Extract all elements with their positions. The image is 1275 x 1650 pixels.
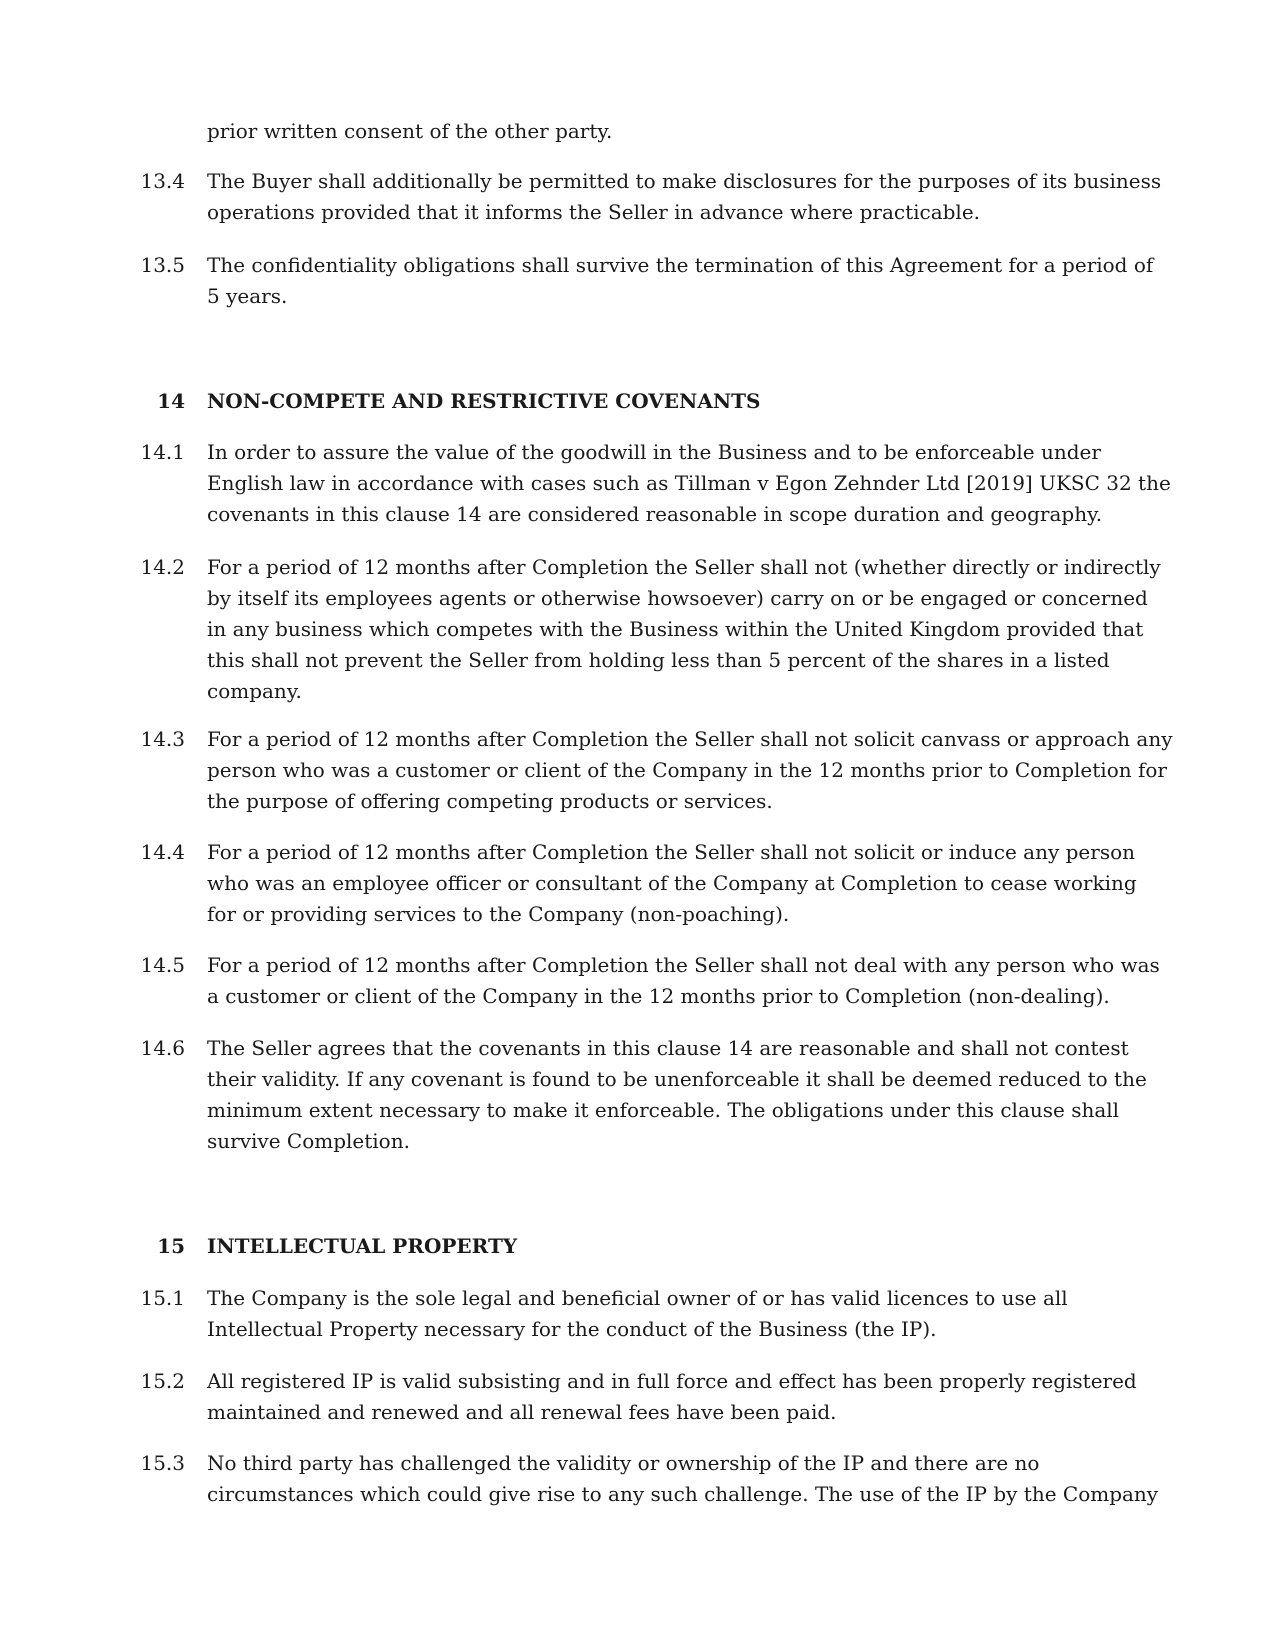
- clause-line: company.: [207, 679, 302, 703]
- clause-line: 5 years.: [207, 284, 288, 308]
- clause-text: [207, 166, 1162, 228]
- section-title: [207, 1231, 1132, 1262]
- clause-line: operations provided that it informs the Seller in advance where practicable.: [207, 200, 981, 224]
- clause-line: Intellectual Property necessary for the conduct of the Business (the IP).: [207, 1317, 937, 1341]
- clause-line: For a period of 12 months after Completion the Seller shall not solicit or induce any person: [207, 840, 1136, 864]
- clause-number: 14.1: [140, 440, 185, 464]
- clause-number: 15.2: [140, 1369, 185, 1393]
- clause-line: English law in accordance with cases such as Tillman v Egon Zehnder Ltd [2019] UKSC 32 the: [207, 471, 1171, 495]
- clause-line: their validity. If any covenant is found to be unenforceable it shall be deemed reduced to the: [207, 1067, 1147, 1091]
- clause-text: [207, 552, 1161, 707]
- clause-line: No third party has challenged the validity or ownership of the IP and there are no: [207, 1451, 1040, 1475]
- clause-line: For a period of 12 months after Completion the Seller shall not solicit canvass or approach any: [207, 727, 1173, 751]
- clause-line: For a period of 12 months after Completion the Seller shall not (whether directly or indirectly: [207, 555, 1161, 579]
- clause-line: for or providing services to the Company (non-poaching).: [207, 902, 790, 926]
- clause-number: 14.6: [140, 1036, 185, 1060]
- clause-number: 14.2: [140, 555, 185, 579]
- section-title: [207, 386, 1132, 417]
- clause-line: The Buyer shall additionally be permitted to make disclosures for the purposes of its business: [207, 169, 1162, 193]
- clause-text: [207, 1033, 1147, 1157]
- clause-line: a customer or client of the Company in the 12 months prior to Completion (non-dealing).: [207, 984, 1110, 1008]
- clause-text: [207, 724, 1173, 817]
- clause-number: 15.3: [140, 1451, 185, 1475]
- section-title-line: INTELLECTUAL PROPERTY: [207, 1234, 518, 1258]
- clause-line: For a period of 12 months after Completion the Seller shall not deal with any person who was: [207, 953, 1160, 977]
- clause-line: minimum extent necessary to make it enforceable. The obligations under this clause shall: [207, 1098, 1120, 1122]
- section-title-line: NON-COMPETE AND RESTRICTIVE COVENANTS: [207, 389, 761, 413]
- clause-line: prior written consent of the other party.: [207, 119, 613, 143]
- clause-text: [207, 250, 1154, 312]
- clause-text: [207, 1283, 1132, 1345]
- clause-line: survive Completion.: [207, 1129, 410, 1153]
- clause-line: covenants in this clause 14 are considered reasonable in scope duration and geography.: [207, 502, 1103, 526]
- clause-text: [207, 1448, 1159, 1510]
- clause-number: 13.5: [140, 253, 185, 277]
- clause-number: 14.4: [140, 840, 185, 864]
- clause-text: [207, 950, 1160, 1012]
- clause-line: The Company is the sole legal and beneficial owner of or has valid licences to use all: [207, 1286, 1068, 1310]
- clause-line: maintained and renewed and all renewal fees have been paid.: [207, 1400, 837, 1424]
- clause-line: person who was a customer or client of the Company in the 12 months prior to Completion for: [207, 758, 1167, 782]
- clause-line: The Seller agrees that the covenants in this clause 14 are reasonable and shall not contest: [207, 1036, 1129, 1060]
- clause-number: 14.5: [140, 953, 185, 977]
- clause-line: who was an employee officer or consultant of the Company at Completion to cease working: [207, 871, 1137, 895]
- clause-line: this shall not prevent the Seller from holding less than 5 percent of the shares in a listed: [207, 648, 1110, 672]
- clause-number: 14.3: [140, 727, 185, 751]
- clause-text: [207, 837, 1137, 930]
- clause-line: In order to assure the value of the goodwill in the Business and to be enforceable under: [207, 440, 1101, 464]
- clause-text: [207, 437, 1171, 530]
- clause-number: 15.1: [140, 1286, 185, 1310]
- clause-line: All registered IP is valid subsisting and in full force and effect has been properly registered: [207, 1369, 1137, 1393]
- clause-text: [207, 1366, 1137, 1428]
- section-number: 14: [157, 389, 185, 413]
- clause-line: in any business which competes with the Business within the United Kingdom provided that: [207, 617, 1144, 641]
- clause-line: by itself its employees agents or otherwise howsoever) carry on or be engaged or concerned: [207, 586, 1148, 610]
- clause-number: 13.4: [140, 169, 185, 193]
- clause-line: The confidentiality obligations shall survive the termination of this Agreement for a period of: [207, 253, 1154, 277]
- section-number: 15: [157, 1234, 185, 1258]
- clause-text: [207, 116, 1132, 147]
- clause-line: the purpose of offering competing products or services.: [207, 789, 773, 813]
- clause-line: circumstances which could give rise to any such challenge. The use of the IP by the Company: [207, 1482, 1159, 1506]
